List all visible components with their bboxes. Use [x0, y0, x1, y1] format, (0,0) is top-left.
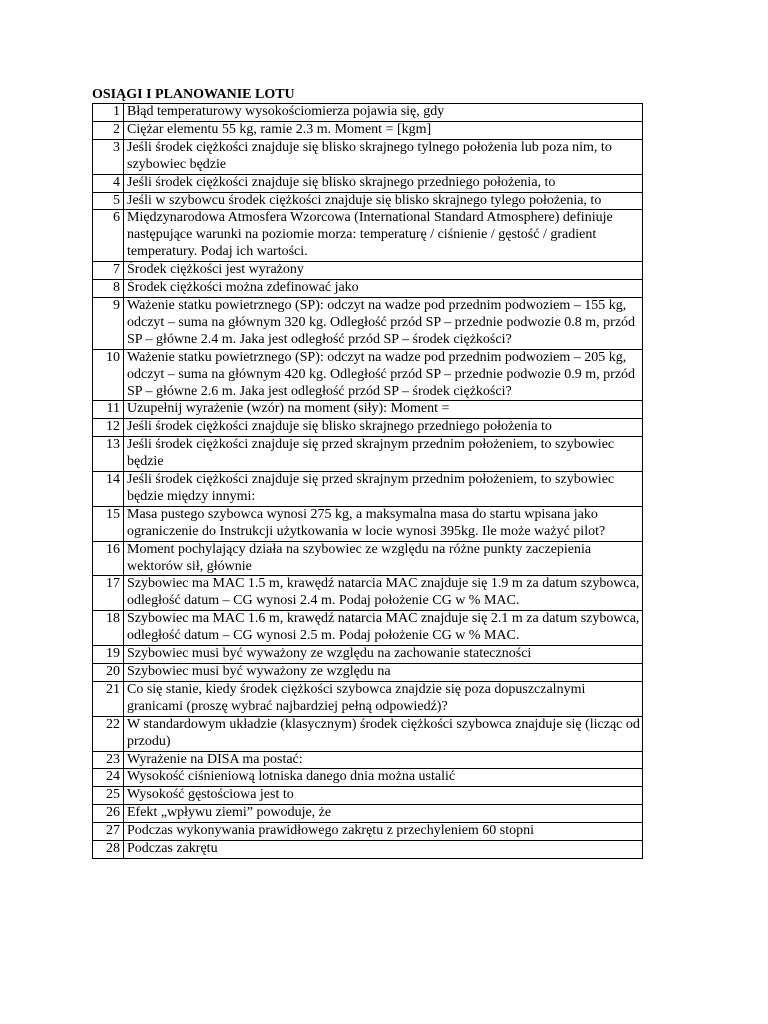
question-text: Ważenie statku powietrznego (SP): odczyt na wadze pod przednim podwoziem – 205 kg, odczyt – suma na głównym 420 kg. Odległość przód SP – przednie podwozie 0.9 m, przód SP – główne 2.6 m. Jaka jest odległość przód SP – środek ciężkości?	[124, 349, 643, 401]
question-text: Jeśli środek ciężkości znajduje się przed skrajnym przednim położeniem, to szybowiec będzie między innymi:	[124, 472, 643, 507]
question-text: Szybowiec musi być wyważony ze względu na	[124, 664, 643, 682]
table-row	[93, 823, 643, 841]
question-text: Ciężar elementu 55 kg, ramie 2.3 m. Moment = [kgm]	[124, 121, 643, 139]
question-text: Jeśli środek ciężkości znajduje się przed skrajnym przednim położeniem, to szybowiec będzie	[124, 437, 643, 472]
question-text: Jeśli środek ciężkości znajduje się blisko skrajnego przedniego położenia to	[124, 419, 643, 437]
question-text: Wyrażenie na DISA ma postać:	[124, 751, 643, 769]
table-row	[93, 541, 643, 576]
question-text: Jeśli środek ciężkości znajduje się blisko skrajnego tylnego położenia lub poza nim, to szybowiec będzie	[124, 139, 643, 174]
table-row	[93, 104, 643, 122]
question-text: Masa pustego szybowca wynosi 275 kg, a maksymalna masa do startu wpisana jako ograniczenie do Instrukcji użytkowania w locie wynosi 395kg. Ile może ważyć pilot?	[124, 506, 643, 541]
table-row	[93, 576, 643, 611]
table-row	[93, 139, 643, 174]
question-text: Wysokość ciśnieniową lotniska danego dnia można ustalić	[124, 769, 643, 787]
table-row	[93, 751, 643, 769]
question-number: 7	[93, 262, 124, 280]
question-number: 18	[93, 611, 124, 646]
question-number: 9	[93, 297, 124, 349]
question-text: Szybowiec musi być wyważony ze względu na zachowanie stateczności	[124, 646, 643, 664]
question-number: 13	[93, 437, 124, 472]
question-number: 23	[93, 751, 124, 769]
question-text: Środek ciężkości można zdefinować jako	[124, 280, 643, 298]
question-text: Szybowiec ma MAC 1.5 m, krawędź natarcia MAC znajduje się 1.9 m za datum szybowca, odległość datum – CG wynosi 2.4 m. Podaj położenie CG w % MAC.	[124, 576, 643, 611]
question-text: Uzupełnij wyrażenie (wzór) na moment (siły): Moment =	[124, 401, 643, 419]
question-text: W standardowym układzie (klasycznym) środek ciężkości szybowca znajduje się (licząc od przodu)	[124, 716, 643, 751]
question-number: 10	[93, 349, 124, 401]
question-number: 26	[93, 805, 124, 823]
question-number: 28	[93, 841, 124, 859]
table-row	[93, 787, 643, 805]
table-row	[93, 841, 643, 859]
question-text: Moment pochylający działa na szybowiec ze względu na różne punkty zaczepienia wektorów sił, głównie	[124, 541, 643, 576]
table-row	[93, 437, 643, 472]
question-number: 5	[93, 192, 124, 210]
table-row	[93, 611, 643, 646]
table-row	[93, 174, 643, 192]
question-number: 27	[93, 823, 124, 841]
document-page	[92, 86, 643, 859]
table-row	[93, 664, 643, 682]
question-text: Co się stanie, kiedy środek ciężkości szybowca znajdzie się poza dopuszczalnymi granicami (proszę wybrać najbardziej pełną odpowiedź)?	[124, 681, 643, 716]
question-number: 14	[93, 472, 124, 507]
question-number: 12	[93, 419, 124, 437]
question-number: 17	[93, 576, 124, 611]
document-title: OSIĄGI I PLANOWANIE LOTU	[92, 87, 295, 102]
question-number: 8	[93, 280, 124, 298]
question-text: Jeśli środek ciężkości znajduje się blisko skrajnego przedniego położenia, to	[124, 174, 643, 192]
question-number: 24	[93, 769, 124, 787]
table-row	[93, 716, 643, 751]
table-row	[93, 506, 643, 541]
table-row	[93, 769, 643, 787]
table-row	[93, 472, 643, 507]
table-row	[93, 192, 643, 210]
questions-table	[92, 103, 643, 859]
table-row	[93, 297, 643, 349]
table-row	[93, 805, 643, 823]
question-number: 4	[93, 174, 124, 192]
table-row	[93, 646, 643, 664]
table-row	[93, 210, 643, 262]
table-row	[93, 419, 643, 437]
question-text: Efekt „wpływu ziemi” powoduje, że	[124, 805, 643, 823]
table-row	[93, 349, 643, 401]
question-number: 20	[93, 664, 124, 682]
question-number: 2	[93, 121, 124, 139]
question-number: 21	[93, 681, 124, 716]
question-number: 1	[93, 104, 124, 122]
table-row	[93, 681, 643, 716]
question-text: Jeśli w szybowcu środek ciężkości znajduje się blisko skrajnego tylego położenia, to	[124, 192, 643, 210]
question-number: 11	[93, 401, 124, 419]
question-text: Ważenie statku powietrznego (SP): odczyt na wadze pod przednim podwoziem – 155 kg, odczyt – suma na głównym 320 kg. Odległość przód SP – przednie podwozie 0.8 m, przód SP – główne 2.4 m. Jaka jest odległość przód SP – środek ciężkości?	[124, 297, 643, 349]
question-text: Podczas zakrętu	[124, 841, 643, 859]
table-row	[93, 121, 643, 139]
question-text: Szybowiec ma MAC 1.6 m, krawędź natarcia MAC znajduje się 2.1 m za datum szybowca, odległość datum – CG wynosi 2.5 m. Podaj położenie CG w % MAC.	[124, 611, 643, 646]
question-text: Międzynarodowa Atmosfera Wzorcowa (International Standard Atmosphere) definiuje następujące warunki na poziomie morza: temperaturę / ciśnienie / gęstość / gradient temperatury. Podaj ich wartości.	[124, 210, 643, 262]
question-text: Wysokość gęstościowa jest to	[124, 787, 643, 805]
question-text: Błąd temperaturowy wysokościomierza pojawia się, gdy	[124, 104, 643, 122]
table-row	[93, 262, 643, 280]
question-number: 25	[93, 787, 124, 805]
question-number: 3	[93, 139, 124, 174]
table-row	[93, 401, 643, 419]
question-number: 15	[93, 506, 124, 541]
question-number: 16	[93, 541, 124, 576]
table-row	[93, 280, 643, 298]
question-number: 22	[93, 716, 124, 751]
question-number: 6	[93, 210, 124, 262]
question-text: Środek ciężkości jest wyrażony	[124, 262, 643, 280]
question-number: 19	[93, 646, 124, 664]
question-text: Podczas wykonywania prawidłowego zakrętu z przechyleniem 60 stopni	[124, 823, 643, 841]
questions-table-body	[93, 104, 643, 859]
